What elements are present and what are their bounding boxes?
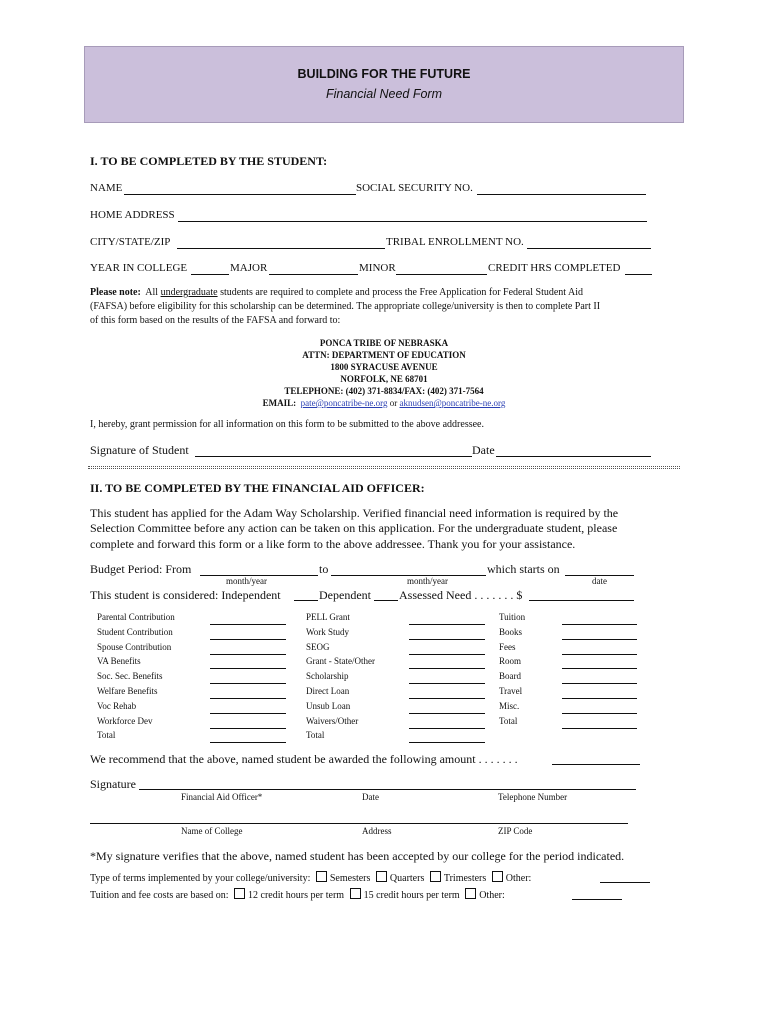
contribution-amount-field[interactable] [210,668,286,669]
twelve-hours-checkbox[interactable] [234,888,245,899]
form-header [84,46,684,123]
contribution-row-label: Soc. Sec. Benefits [97,671,163,682]
year-in-college-field[interactable] [191,274,229,275]
cost-amount-field[interactable] [562,728,637,729]
cost-amount-field[interactable] [562,639,637,640]
contribution-amount-field[interactable] [210,639,286,640]
budget-period-label: Budget Period: From [90,562,192,576]
contribution-row-label: Voc Rehab [97,700,137,711]
note-line3: of this form based on the results of the FAFSA and forward to: [90,315,341,326]
year-in-college-label: YEAR IN COLLEGE [90,262,188,274]
trimesters-checkbox[interactable] [430,871,441,882]
major-field[interactable] [269,274,358,275]
contribution-amount-field[interactable] [210,728,286,729]
email-line [84,398,684,408]
contribution-row-label: Welfare Benefits [97,686,158,696]
aid-row-label: Direct Loan [306,686,350,696]
caption-zip-code: ZIP Code [498,826,533,836]
cost-row-label: Books [499,626,523,637]
name-field[interactable] [124,194,356,195]
terms-other-field[interactable] [600,882,650,883]
aid-amount-field[interactable] [409,654,485,655]
aid-amount-field[interactable] [409,713,485,714]
contribution-amount-field[interactable] [210,698,286,699]
note-line1-rest: students are required to complete and process the Free Application for Federal Student Aid [220,287,584,298]
cost-amount-field[interactable] [562,624,637,625]
assessed-need-field[interactable] [529,600,634,601]
city-state-zip-field[interactable] [177,248,385,249]
assessed-need-label: Assessed Need . . . . . . . $ [399,588,523,602]
aid-amount-field[interactable] [409,728,485,729]
cost-amount-field[interactable] [562,683,637,684]
intro-line2: Selection Committee before any action can be taken on this application. For the undergraduate student, please [90,521,618,535]
permission-text: I, hereby, grant permission for all information on this form to be submitted to the above addressee. [90,419,484,430]
section-divider [88,466,680,469]
caption-address: Address [362,826,392,836]
tuition-label: Tuition and fee costs are based on: [90,890,229,901]
aid-row-label: Scholarship [306,671,349,682]
dependent-label: Dependent [319,588,371,602]
note-lead: Please note: [90,287,141,298]
home-address-field[interactable] [178,221,647,222]
independent-field[interactable] [294,600,318,601]
contribution-row-label: Student Contribution [97,626,173,637]
cost-row-label: Room [499,656,522,667]
note-line1 [90,287,583,298]
tuition-other-label: Other: [479,890,505,901]
address-line-5: TELEPHONE: (402) 371-8834/FAX: (402) 371-7564 [284,386,484,396]
part1-heading: I. TO BE COMPLETED BY THE STUDENT: [90,154,328,168]
caption-financial-aid-officer: Financial Aid Officer* [181,792,263,802]
name-label: NAME [90,182,123,194]
terms-other-label: Other: [505,873,532,884]
cost-row-label: Misc. [499,700,520,711]
officer-signature-field[interactable] [139,789,636,790]
contribution-row-label: Spouse Contribution [97,641,172,652]
aid-row-label: PELL Grant [306,612,350,622]
aid-amount-field[interactable] [409,624,485,625]
cost-amount-field[interactable] [562,654,637,655]
note-undergraduate: undergraduate [160,287,218,298]
semesters-label: Semesters [329,873,371,884]
aid-amount-field[interactable] [409,742,485,743]
tribal-enrollment-label: TRIBAL ENROLLMENT NO. [386,236,524,248]
minor-field[interactable] [396,274,487,275]
tuition-other-field[interactable] [572,899,622,900]
note-line2: (FAFSA) before eligibility for this scholarship can be determined. The appropriate college/university is then to complete Part II [90,301,601,312]
tribal-enrollment-field[interactable] [527,248,651,249]
email-link-aknudsen[interactable]: aknudsen@poncatribe-ne.org [399,398,506,408]
quarters-checkbox[interactable] [376,871,387,882]
student-signature-label: Signature of Student [90,443,189,457]
contribution-amount-field[interactable] [210,624,286,625]
officer-signature-label: Signature [90,777,136,791]
credit-hours-label: CREDIT HRS COMPLETED [488,262,621,274]
aid-amount-field[interactable] [409,668,485,669]
contribution-amount-field[interactable] [210,742,286,743]
cost-amount-field[interactable] [562,698,637,699]
caption-signature-date: Date [362,792,379,802]
verify-text: *My signature verifies that the above, named student has been accepted by our college for the period indicated. [90,849,625,863]
email-or: or [389,398,398,408]
contribution-amount-field[interactable] [210,713,286,714]
budget-to-label: to [319,562,329,576]
recommend-text: We recommend that the above, named student be awarded the following amount . . . . . . . [90,752,518,766]
student-date-label: Date [472,443,495,457]
fifteen-hours-label: 15 credit hours per term [363,890,460,901]
considered-label: This student is considered: Independent [90,588,281,602]
form-subtitle: Financial Need Form [325,87,442,101]
address-line-4: NORFOLK, NE 68701 [340,374,428,384]
aid-amount-field[interactable] [409,639,485,640]
terms-other-checkbox[interactable] [492,871,503,882]
student-signature-field[interactable] [195,456,472,457]
contribution-row-label: Workforce Dev [97,715,153,726]
semesters-checkbox[interactable] [316,871,327,882]
contribution-row-label: VA Benefits [97,656,141,667]
contribution-row-label: Total [97,730,116,741]
twelve-hours-label: 12 credit hours per term [248,890,345,901]
cost-row-label: Travel [499,686,523,696]
caption-telephone: Telephone Number [498,792,568,802]
budget-starts-label: which starts on [487,562,560,576]
aid-row-label: Work Study [306,626,350,637]
tuition-other-checkbox[interactable] [465,888,476,899]
aid-row-label: SEOG [306,641,330,652]
quarters-label: Quarters [389,873,425,884]
home-address-label: HOME ADDRESS [90,209,175,221]
ssn-field[interactable] [477,194,646,195]
intro-line1: This student has applied for the Adam Way Scholarship. Verified financial need information is required by the [90,506,619,520]
fifteen-hours-checkbox[interactable] [350,888,361,899]
cost-row-label: Fees [499,641,516,652]
aid-row-label: Waivers/Other [306,715,359,726]
recommend-amount-field[interactable] [552,764,640,765]
email-label: EMAIL: [262,398,297,408]
contribution-amount-field[interactable] [210,683,286,684]
major-label: MAJOR [230,262,268,274]
credit-hours-field[interactable] [625,274,652,275]
minor-label: MINOR [359,262,396,274]
email-link-pate[interactable]: pate@poncatribe-ne.org [300,398,388,408]
cost-row-label: Board [499,671,521,682]
note-all: All [145,287,159,298]
address-line-3: 1800 SYRACUSE AVENUE [330,362,438,372]
aid-row-label: Grant - State/Other [306,656,375,667]
aid-row-label: Unsub Loan [306,700,351,711]
address-line-1: PONCA TRIBE OF NEBRASKA [319,338,449,348]
city-state-zip-label: CITY/STATE/ZIP [90,236,171,248]
college-info-field[interactable] [90,823,628,824]
tuition-row [90,888,505,901]
part2-heading: II. TO BE COMPLETED BY THE FINANCIAL AID OFFICER: [90,481,425,495]
intro-line3: complete and forward this form or a like form to the above addressee. Thank you for your assistance. [90,537,576,551]
caption-date: date [592,576,607,586]
cost-row-label: Total [499,715,518,726]
caption-name-of-college: Name of College [181,826,243,836]
aid-amount-field[interactable] [409,683,485,684]
terms-label: Type of terms implemented by your college/university: [90,873,311,884]
ssn-label: SOCIAL SECURITY NO. [356,182,473,194]
terms-row [90,871,531,884]
trimesters-label: Trimesters [443,873,487,884]
aid-amount-field[interactable] [409,698,485,699]
cost-amount-field[interactable] [562,713,637,714]
student-date-field[interactable] [496,456,651,457]
form-title: BUILDING FOR THE FUTURE [297,67,471,81]
aid-row-label: Total [306,730,325,741]
cost-amount-field[interactable] [562,668,637,669]
caption-month-year-to: month/year [407,576,448,586]
caption-month-year-from: month/year [226,576,267,586]
cost-row-label: Tuition [499,612,526,622]
dependent-field[interactable] [374,600,398,601]
contribution-row-label: Parental Contribution [97,612,175,622]
contribution-amount-field[interactable] [210,654,286,655]
address-line-2: ATTN: DEPARTMENT OF EDUCATION [302,350,466,360]
